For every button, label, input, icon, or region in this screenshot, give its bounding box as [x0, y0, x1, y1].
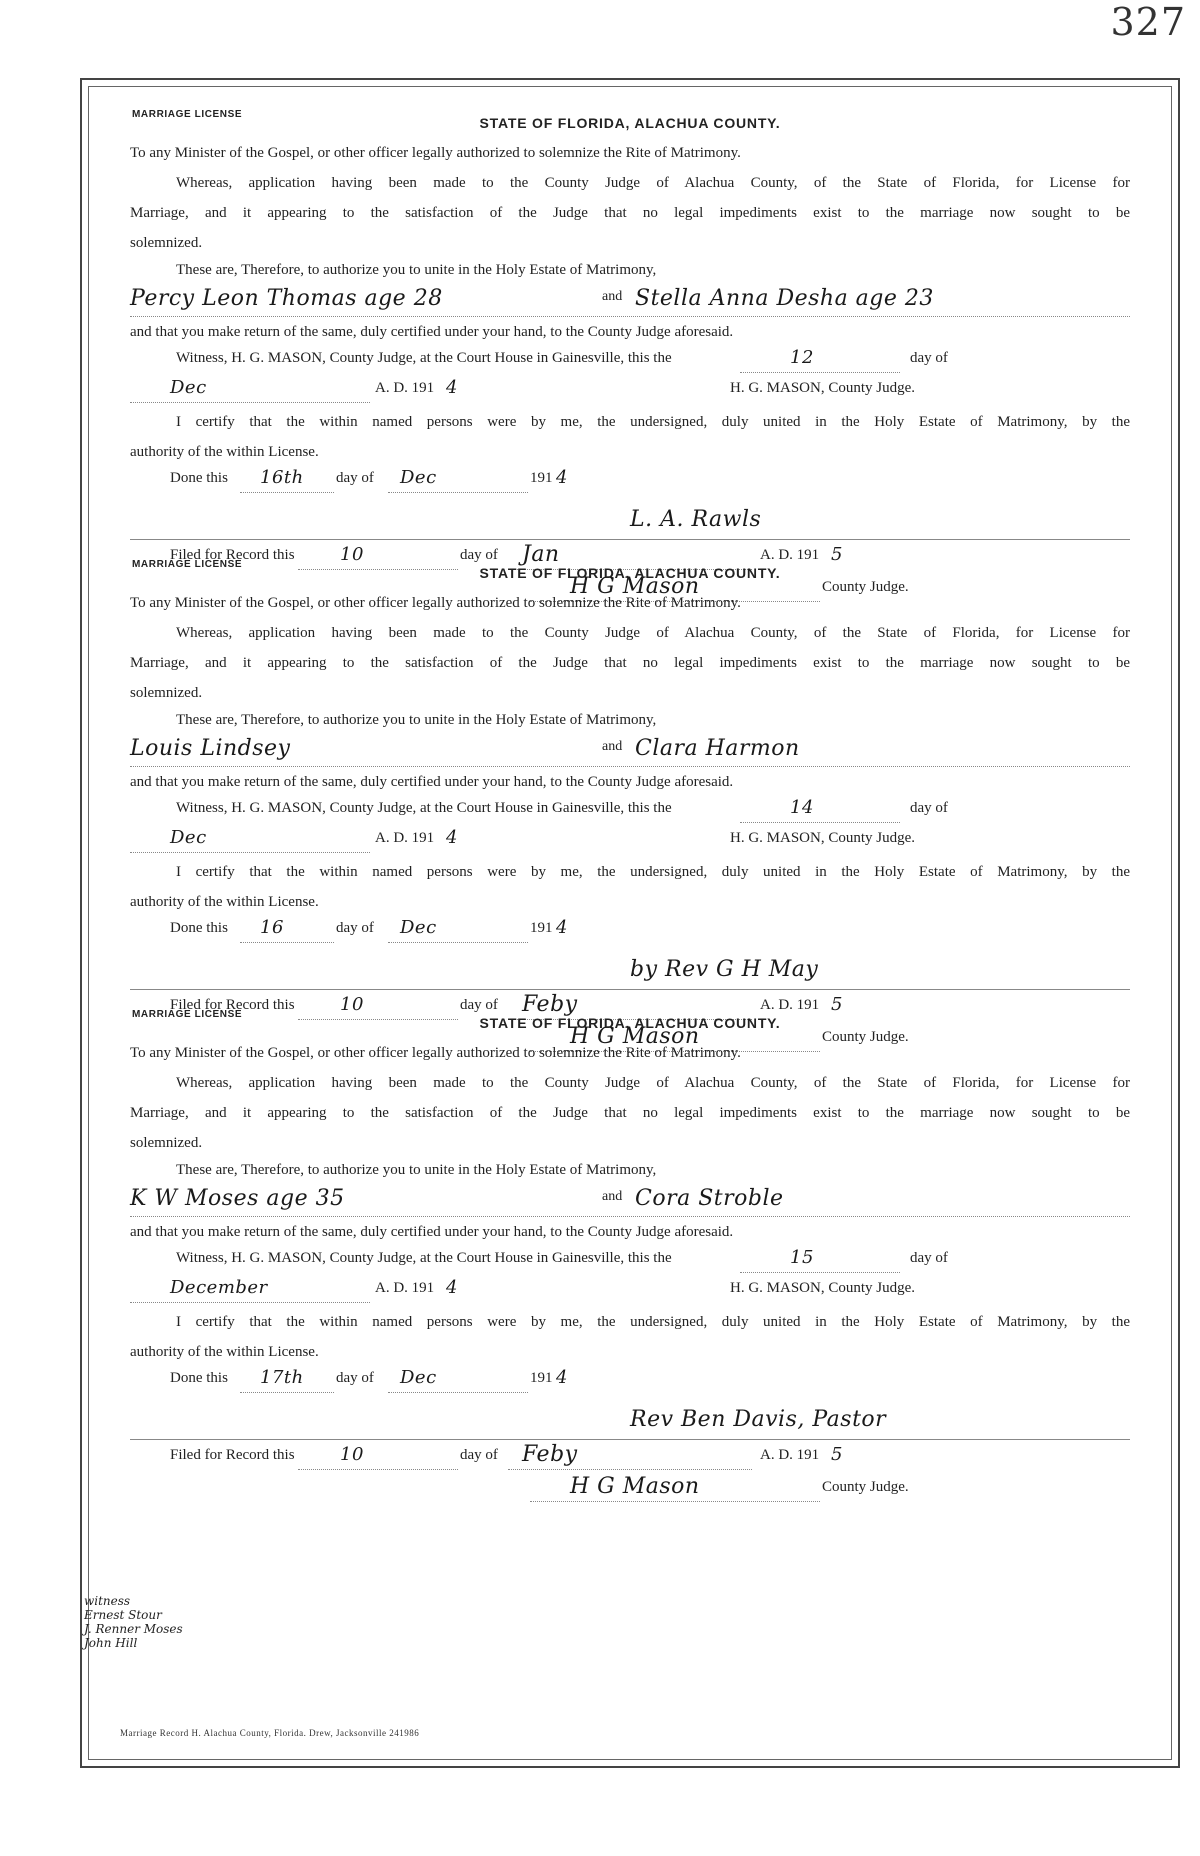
witness-notes: [84, 1594, 244, 1650]
whereas-line: solemnized.: [130, 685, 203, 701]
judge-printed: H. G. MASON, County Judge.: [730, 380, 916, 396]
license-day-blank: [740, 798, 900, 823]
filed-day-of-label: day of: [460, 997, 498, 1013]
filed-label: Filed for Record this: [170, 1447, 295, 1463]
and-label: and: [602, 289, 623, 304]
and-label: and: [602, 739, 623, 754]
certify-line: I certify that the within named persons were by me, the undersigned, duly united in the Holy Estate of Matrimony, by the: [176, 1314, 1130, 1330]
license-month-blank: [130, 828, 370, 853]
filed-label: Filed for Record this: [170, 547, 295, 563]
filed-day-blank: [298, 1445, 458, 1470]
whereas-line: Whereas, application having been made to the County Judge of Alachua County, of the State of Florida, for License for: [176, 175, 1130, 191]
ad-year-printed: A. D. 191: [375, 380, 435, 396]
footer-imprint: Marriage Record H. Alachua County, Florida. Drew, Jacksonville 241986: [120, 1728, 420, 1738]
groom-name: Louis Lindsey: [130, 736, 291, 761]
certify-line: authority of the within License.: [130, 1344, 319, 1360]
done-year-hand: 4: [556, 1367, 568, 1388]
whereas-line: Marriage, and it appearing to the satisfaction of the Judge that no legal impediments exist to the marriage now sought to be: [130, 205, 1130, 221]
marriage-license-3: [130, 1000, 1130, 1506]
judge-printed: H. G. MASON, County Judge.: [730, 1280, 916, 1296]
judge-signature: H G Mason: [570, 1024, 700, 1049]
done-year-hand: 4: [556, 917, 568, 938]
names-line: [130, 282, 1130, 317]
done-row: [130, 917, 1130, 947]
whereas-line: Marriage, and it appearing to the satisfaction of the Judge that no legal impediments exist to the marriage now sought to be: [130, 1105, 1130, 1121]
names-line: [130, 1182, 1130, 1217]
license-title: STATE OF FLORIDA, ALACHUA COUNTY.: [479, 1015, 781, 1031]
license-tag: MARRIAGE LICENSE: [132, 1009, 243, 1020]
done-day-of-label: day of: [336, 470, 374, 486]
license-tag: MARRIAGE LICENSE: [132, 559, 243, 570]
license-tag: MARRIAGE LICENSE: [132, 109, 243, 120]
done-year-printed: 191: [530, 920, 553, 936]
done-year-printed: 191: [530, 1370, 553, 1386]
done-this-label: Done this: [170, 1370, 228, 1386]
authorize-text: These are, Therefore, to authorize you to unite in the Holy Estate of Matrimony,: [176, 712, 657, 728]
whereas-line: Marriage, and it appearing to the satisfaction of the Judge that no legal impediments exist to the marriage now sought to be: [130, 655, 1130, 671]
authorize-line: [130, 258, 1130, 282]
filed-row: [130, 1440, 1130, 1474]
filed-day: 10: [340, 544, 364, 565]
ad-year-printed: A. D. 191: [375, 1280, 435, 1296]
whereas-line: Whereas, application having been made to the County Judge of Alachua County, of the State of Florida, for License for: [176, 625, 1130, 641]
return-line: and that you make return of the same, duly certified under your hand, to the County Judge aforesaid.: [130, 1224, 734, 1240]
done-day-of-label: day of: [336, 920, 374, 936]
witness-text: Witness, H. G. MASON, County Judge, at the Court House in Gainesville, this the: [176, 350, 672, 366]
filed-year-hand: 5: [831, 1444, 843, 1465]
filed-month: Jan: [522, 542, 560, 567]
whereas-line: Whereas, application having been made to the County Judge of Alachua County, of the State of Florida, for License for: [176, 1075, 1130, 1091]
authorize-line: [130, 1158, 1130, 1182]
witness-note: John Hill: [84, 1636, 138, 1650]
done-day: 17th: [260, 1367, 304, 1388]
license-title: STATE OF FLORIDA, ALACHUA COUNTY.: [479, 115, 781, 131]
authorize-text: These are, Therefore, to authorize you to unite in the Holy Estate of Matrimony,: [176, 1162, 657, 1178]
address-line: To any Minister of the Gospel, or other officer legally authorized to solemnize the Rite of Matrimony.: [130, 595, 741, 611]
license-date-row: [130, 377, 1130, 407]
county-judge-label: County Judge.: [822, 1479, 909, 1495]
witness-note: witness: [84, 1594, 131, 1608]
bride-name: Stella Anna Desha age 23: [635, 286, 934, 311]
officiant-signature-line: [130, 947, 1130, 990]
groom-name: Percy Leon Thomas age 28: [130, 286, 443, 311]
county-judge-label: County Judge.: [822, 1029, 909, 1045]
authorize-line: [130, 708, 1130, 732]
bride-name: Clara Harmon: [635, 736, 800, 761]
day-of-label: day of: [910, 1250, 948, 1266]
done-month: Dec: [400, 467, 437, 488]
witness-text: Witness, H. G. MASON, County Judge, at the Court House in Gainesville, this the: [176, 800, 672, 816]
certify-line: I certify that the within named persons were by me, the undersigned, duly united in the Holy Estate of Matrimony, by the: [176, 414, 1130, 430]
page-number: 327: [1110, 0, 1186, 44]
bride-name: Cora Stroble: [635, 1186, 784, 1211]
filed-day: 10: [340, 994, 364, 1015]
done-year-hand: 4: [556, 467, 568, 488]
witness-text: Witness, H. G. MASON, County Judge, at the Court House in Gainesville, this the: [176, 1250, 672, 1266]
judge-signature: H G Mason: [570, 1474, 700, 1499]
authorize-text: These are, Therefore, to authorize you to unite in the Holy Estate of Matrimony,: [176, 262, 657, 278]
certify-line: authority of the within License.: [130, 444, 319, 460]
witness-row: [130, 347, 1130, 377]
witness-row: [130, 1247, 1130, 1277]
ad-year-hand: 4: [446, 377, 458, 398]
license-day-blank: [740, 1248, 900, 1273]
officiant-signature: by Rev G H May: [630, 957, 819, 982]
judge-printed: H. G. MASON, County Judge.: [730, 830, 916, 846]
done-this-label: Done this: [170, 470, 228, 486]
ad-year-hand: 4: [446, 1277, 458, 1298]
filed-year-hand: 5: [831, 544, 843, 565]
license-date-row: [130, 1277, 1130, 1307]
filed-ad: A. D. 191: [760, 1447, 820, 1463]
filed-label: Filed for Record this: [170, 997, 295, 1013]
witness-note: J. Renner Moses: [84, 1622, 183, 1636]
certify-line: authority of the within License.: [130, 894, 319, 910]
done-day-blank: [240, 920, 334, 943]
license-title: STATE OF FLORIDA, ALACHUA COUNTY.: [479, 565, 781, 581]
county-judge-label: County Judge.: [822, 579, 909, 595]
whereas-line: solemnized.: [130, 235, 203, 251]
filed-ad: A. D. 191: [760, 997, 820, 1013]
filed-day-of-label: day of: [460, 1447, 498, 1463]
day-of-label: day of: [910, 800, 948, 816]
officiant-signature-line: [130, 497, 1130, 540]
marriage-license-2: [130, 550, 1130, 1056]
license-day: 14: [790, 797, 814, 818]
return-line: and that you make return of the same, duly certified under your hand, to the County Judge aforesaid.: [130, 324, 734, 340]
certify-line: I certify that the within named persons were by me, the undersigned, duly united in the Holy Estate of Matrimony, by the: [176, 864, 1130, 880]
license-month: Dec: [170, 377, 207, 398]
filed-ad: A. D. 191: [760, 547, 820, 563]
witness-note: Ernest Stour: [84, 1608, 162, 1622]
ad-year-hand: 4: [446, 827, 458, 848]
address-line: To any Minister of the Gospel, or other officer legally authorized to solemnize the Rite of Matrimony.: [130, 1045, 741, 1061]
done-row: [130, 467, 1130, 497]
done-month: Dec: [400, 917, 437, 938]
whereas-line: solemnized.: [130, 1135, 203, 1151]
judge-signature: H G Mason: [570, 574, 700, 599]
address-line: To any Minister of the Gospel, or other officer legally authorized to solemnize the Rite of Matrimony.: [130, 145, 741, 161]
done-row: [130, 1367, 1130, 1397]
names-line: [130, 732, 1130, 767]
officiant-signature: L. A. Rawls: [630, 507, 762, 532]
and-label: and: [602, 1189, 623, 1204]
done-day-of-label: day of: [336, 1370, 374, 1386]
day-of-label: day of: [910, 350, 948, 366]
officiant-signature-line: [130, 1397, 1130, 1440]
license-month-blank: [130, 378, 370, 403]
ad-year-printed: A. D. 191: [375, 830, 435, 846]
filed-month: Feby: [522, 1442, 578, 1467]
witness-row: [130, 797, 1130, 827]
license-month: Dec: [170, 827, 207, 848]
license-day-blank: [740, 348, 900, 373]
filed-year-hand: 5: [831, 994, 843, 1015]
filed-month: Feby: [522, 992, 578, 1017]
done-day: 16: [260, 917, 284, 938]
filed-day-of-label: day of: [460, 547, 498, 563]
license-day: 15: [790, 1247, 814, 1268]
done-year-printed: 191: [530, 470, 553, 486]
judge-signature-row: [130, 1474, 1130, 1506]
groom-name: K W Moses age 35: [130, 1186, 345, 1211]
license-day: 12: [790, 347, 814, 368]
license-date-row: [130, 827, 1130, 857]
marriage-license-1: [130, 100, 1130, 606]
done-month: Dec: [400, 1367, 437, 1388]
filed-day: 10: [340, 1444, 364, 1465]
done-day: 16th: [260, 467, 304, 488]
return-line: and that you make return of the same, duly certified under your hand, to the County Judge aforesaid.: [130, 774, 734, 790]
license-month: December: [170, 1277, 268, 1298]
officiant-signature: Rev Ben Davis, Pastor: [630, 1407, 887, 1432]
done-this-label: Done this: [170, 920, 228, 936]
